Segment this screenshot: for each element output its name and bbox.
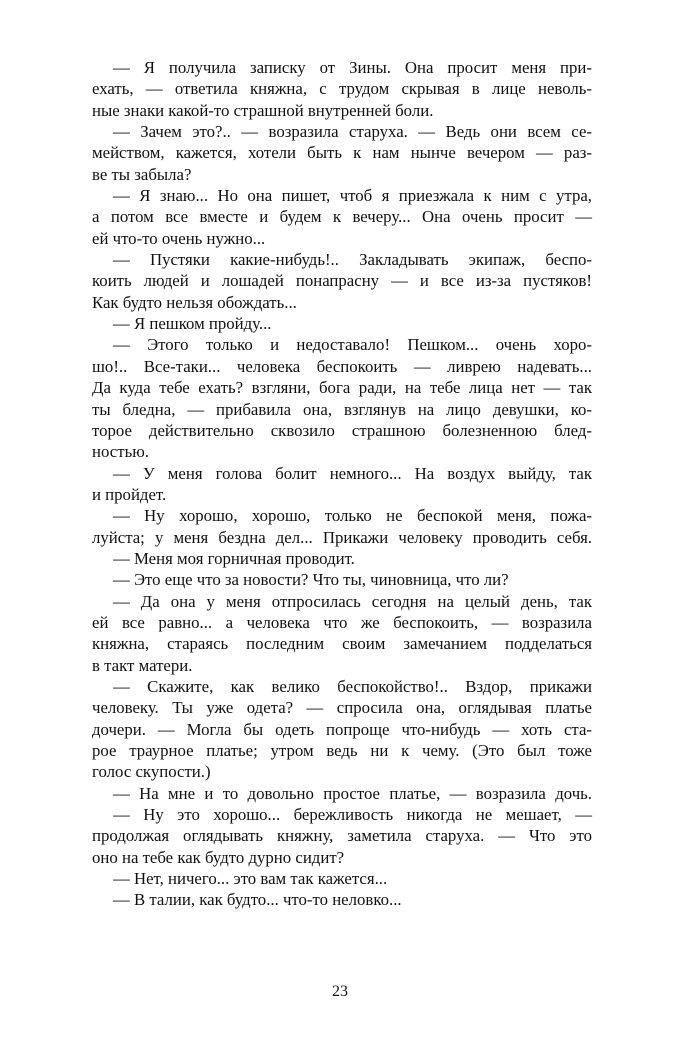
text-line: — В талии, как будто... что-то неловко... [113, 890, 402, 910]
body-text [92, 57, 592, 911]
text-line: княжна, стараясь последним своим замечанием подделаться [92, 634, 592, 654]
text-line: мейством, кажется, хотели быть к нам нынче вечером — раз- [92, 143, 592, 163]
text-line: ей все равно... а человека что же беспокоить, — возразила [92, 612, 592, 632]
text-line: ностью. [92, 442, 149, 462]
text-line: шо!.. Все-таки... человека беспокоить — ливрею надевать... [92, 356, 592, 376]
text-line: — Пустяки какие-нибудь!.. Закладывать экипаж, беспо- [113, 250, 592, 270]
text-line: дочери. — Могла бы одеть попроще что-нибудь — хоть ста- [92, 719, 592, 739]
text-line: — На мне и то довольно простое платье, — возразила дочь. [113, 783, 592, 803]
text-line: продолжая оглядывать княжну, заметила старуха. — Что это [92, 826, 592, 846]
text-line: — Нет, ничего... это вам так кажется... [113, 869, 388, 889]
text-line: голос скупости.) [92, 762, 211, 782]
text-line: торое действительно сквозило страшною болезненною блед- [92, 420, 592, 440]
text-line: коить людей и лошадей понапрасну — и все из-за пустяков! [92, 271, 592, 291]
page-number: 23 [332, 983, 348, 1000]
text-line: — Я получила записку от Зины. Она просит меня при- [113, 58, 592, 77]
text-line: ей что-то очень нужно... [92, 228, 266, 248]
text-line: ве ты забыла? [92, 164, 192, 184]
text-line: оно на тебе как будто дурно сидит? [92, 847, 345, 867]
text-line: — Ну это хорошо... бережливость никогда не мешает, — [113, 805, 592, 825]
text-line: — Скажите, как велико беспокойство!.. Вздор, прикажи [113, 676, 592, 696]
text-line: — Да она у меня отпросилась сегодня на целый день, так [113, 591, 592, 611]
text-line: человеку. Ты уже одета? — спросила она, оглядывая платье [92, 698, 592, 718]
text-line: — Ну хорошо, хорошо, только не беспокой меня, пожа- [113, 506, 592, 526]
text-line: в такт матери. [92, 655, 193, 675]
text-line: ехать, — ответила княжна, с трудом скрывая в лице неволь- [92, 79, 592, 99]
text-line: и пройдет. [92, 484, 167, 504]
text-line: — Этого только и недоставало! Пешком... очень хоро- [113, 335, 592, 355]
text-line: рое траурное платье; утром ведь ни к чему. (Это был тоже [92, 741, 592, 760]
text-line: Да куда тебе ехать? взгляни, бога ради, на тебе лица нет — так [92, 378, 592, 398]
text-line: — Меня моя горничная проводит. [113, 548, 355, 568]
text-line: — Я знаю... Но она пишет, чтоб я приезжала к ним с утра, [113, 186, 592, 206]
text-line: — Это еще что за новости? Что ты, чиновница, что ли? [113, 570, 509, 590]
text-line: — Зачем это?.. — возразила старуха. — Ведь они всем се- [113, 122, 592, 142]
text-line: а потом все вместе и будем к вечеру... Она очень просит — [92, 207, 592, 227]
text-line: — У меня голова болит немного... На воздух выйду, так [113, 463, 592, 483]
text-line: ты бледна, — прибавила она, взглянув на лицо девушки, ко- [92, 399, 592, 419]
text-line: луйста; у меня бездна дел... Прикажи человеку проводить себя. [92, 527, 592, 547]
text-line: Как будто нельзя обождать... [92, 292, 297, 312]
text-line: — Я пешком пройду... [113, 314, 272, 334]
text-line: ные знаки какой-то страшной внутренней боли. [92, 100, 434, 120]
